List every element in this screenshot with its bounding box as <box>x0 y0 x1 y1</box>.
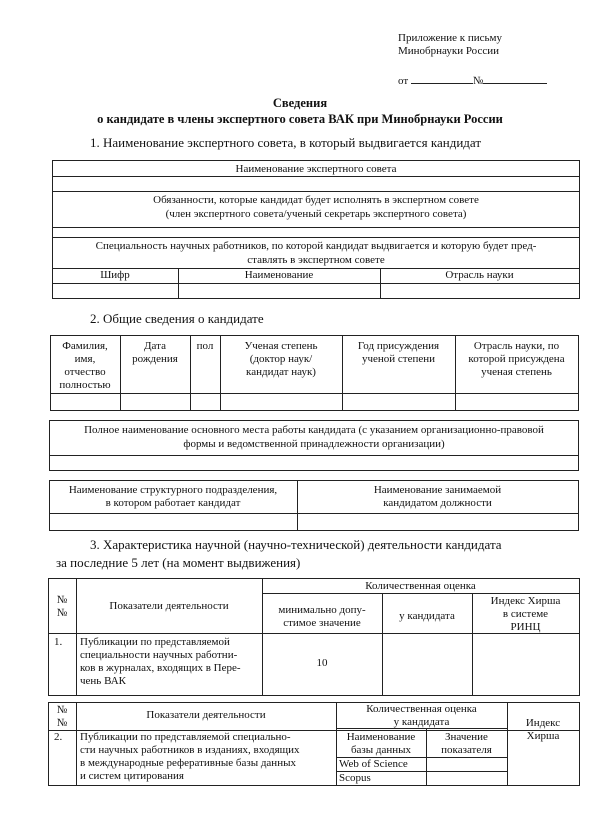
col-fullname: Фамилия, имя, отчество полностью <box>59 340 111 391</box>
col-name: Наименование <box>244 269 314 281</box>
dept-line2: в котором работает кандидат <box>105 497 241 509</box>
section2-heading: 2. Общие сведения о кандидате <box>90 311 264 326</box>
t1-row1-min: 10 <box>316 657 328 669</box>
date-number-line <box>398 72 547 88</box>
number-blank <box>483 72 547 84</box>
t1-col-num: № № <box>56 594 68 619</box>
col-degree: Ученая степень (доктор наук/ кандидат наук) <box>244 340 318 378</box>
t1-row1-num: 1. <box>54 636 63 648</box>
date-blank <box>411 72 473 84</box>
col-birthdate: Дата рождения <box>132 340 178 365</box>
t1-row1-text: Публикации по представляемой специальности научных работни- ков в журналах, входящих в Пере- чень ВАК <box>80 636 241 687</box>
t2-db-wos: Web of Science <box>339 758 408 770</box>
appendix-line2: Минобрнауки России <box>398 45 499 57</box>
t1-col-min: минимально допу- стимое значение <box>278 604 366 629</box>
duties-line2: (член экспертного совета/ученый секретарь экспертного совета) <box>165 208 467 220</box>
from-label: от <box>398 75 409 87</box>
specialty-line2: ставлять в экспертном совете <box>247 254 385 266</box>
col-degree-branch: Отрасль науки, по которой присуждена ученая степень <box>468 340 565 378</box>
t1-col-hirsch: Индекс Хирша в системе РИНЦ <box>490 595 561 633</box>
t2-col-indicators: Показатели деятельности <box>146 709 266 721</box>
section1-heading: 1. Наименование экспертного совета, в который выдвигается кандидат <box>90 135 482 150</box>
t2-col-hirsch: Индекс Хирша <box>525 717 561 742</box>
t2-row2-text: Публикации по представляемой специально- сти научных работников в изданиях, входящих в международные реферативные базы данных и систем цитирования <box>80 731 300 782</box>
doc-title: Сведения <box>272 96 328 110</box>
t2-col-value: Значение показателя <box>441 731 492 756</box>
section3-heading-line1: 3. Характеристика научной (научно-технической) деятельности кандидата <box>90 537 502 552</box>
t1-col-candidate: у кандидата <box>399 610 455 622</box>
dept-line1: Наименование структурного подразделения, <box>68 484 278 496</box>
council-name-label: Наименование экспертного совета <box>235 163 397 175</box>
number-sign: № <box>472 75 484 87</box>
t2-col-db-name: Наименование базы данных <box>346 731 416 756</box>
workplace-line1: Полное наименование основного места работы кандидата (с указанием организационно-правовой <box>84 424 544 436</box>
col-sex: пол <box>196 340 214 352</box>
specialty-line1: Специальность научных работников, по которой кандидат выдвигается и которую будет пред- <box>95 240 537 252</box>
position-line2: кандидатом должности <box>383 497 492 509</box>
t1-quant-header: Количественная оценка <box>365 580 476 592</box>
doc-subtitle: о кандидате в члены экспертного совета ВАК при Минобрнауки России <box>97 112 503 126</box>
section3-heading-line2: за последние 5 лет (на момент выдвижения) <box>56 555 301 570</box>
t2-row2-num: 2. <box>54 731 63 743</box>
t2-col-num: № № <box>56 704 68 729</box>
appendix-line1: Приложение к письму <box>398 32 503 44</box>
position-line1: Наименование занимаемой <box>373 484 502 496</box>
t1-col-indicators: Показатели деятельности <box>109 600 229 612</box>
workplace-line2: формы и ведомственной принадлежности организации) <box>183 438 445 450</box>
t2-db-scopus: Scopus <box>339 772 371 784</box>
col-branch: Отрасль науки <box>445 269 514 281</box>
col-degree-year: Год присуждения ученой степени <box>357 340 440 365</box>
t2-quant-header: Количественная оценка у кандидата <box>366 703 477 728</box>
duties-line1: Обязанности, которые кандидат будет исполнять в экспертном совете <box>153 194 479 206</box>
col-code: Шифр <box>100 269 130 281</box>
